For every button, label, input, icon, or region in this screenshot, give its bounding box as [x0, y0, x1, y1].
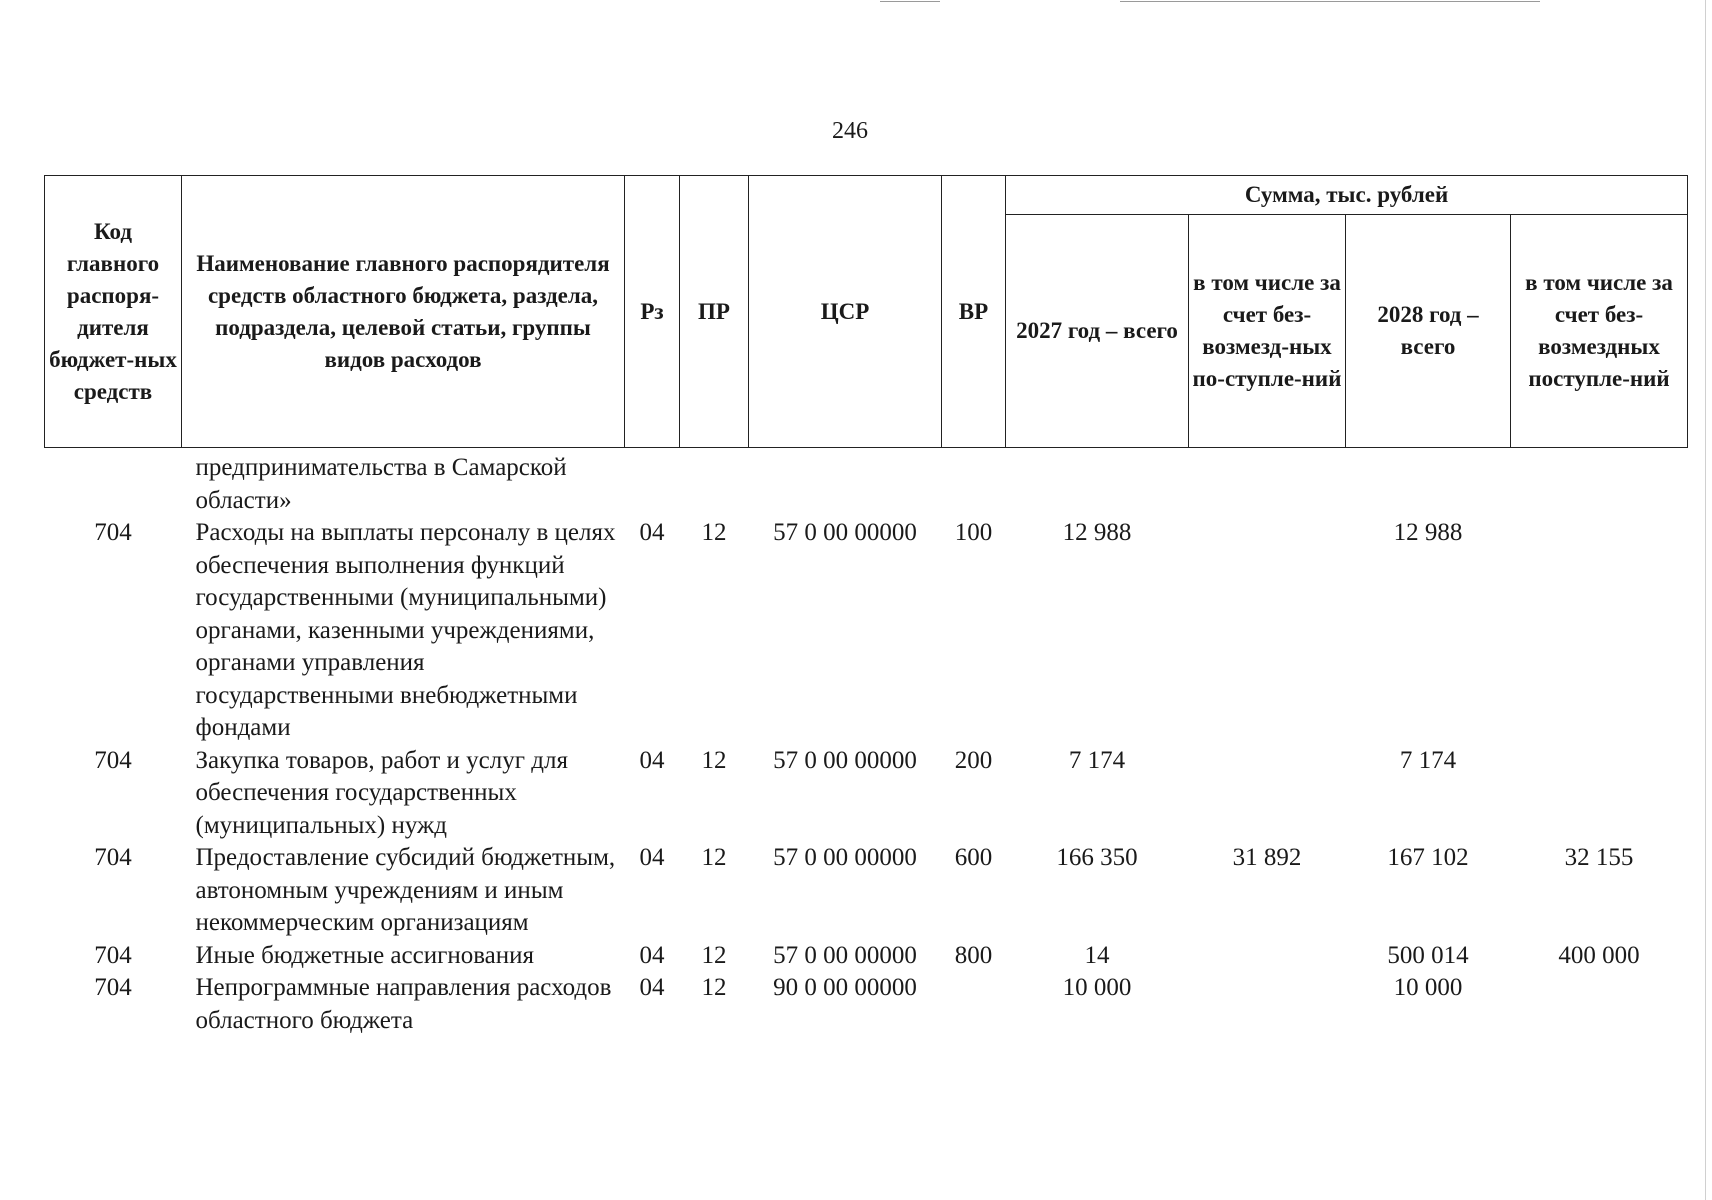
header-2027-total: 2027 год – всего — [1006, 215, 1189, 448]
cell-2028-free — [1511, 517, 1688, 745]
cell-vr: 100 — [954, 519, 993, 546]
cell-pr: 12 — [701, 746, 727, 774]
cell-csr: 57 0 00 00000 — [773, 746, 917, 774]
cell-rz: 04 — [639, 746, 665, 774]
cell-2027-free — [1189, 517, 1346, 745]
cell-2028-total: 10 000 — [1393, 974, 1463, 1001]
header-vr: ВР — [942, 176, 1006, 448]
cell-vr: 800 — [954, 941, 993, 969]
cell-rz: 04 — [639, 941, 665, 969]
cell-name: Иные бюджетные ассигнования — [195, 941, 535, 969]
cell-name: предпринимательства в Самарской области» — [195, 454, 567, 514]
cell-csr — [749, 448, 942, 518]
page-number: 246 — [832, 118, 868, 144]
table-row — [45, 842, 1688, 940]
scan-artifact-line — [1120, 1, 1540, 2]
cell-code: 704 — [94, 519, 132, 546]
cell-code: 704 — [94, 746, 132, 774]
cell-2028-free — [1511, 745, 1688, 843]
header-2028-free: в том числе за счет без-возмездных поступле-ний — [1511, 215, 1688, 448]
cell-2027-free: 31 892 — [1232, 844, 1302, 871]
cell-name: Непрограммные направления расходов областного бюджета — [195, 974, 612, 1034]
cell-2028-total: 167 102 — [1387, 844, 1469, 871]
scan-artifact-line — [880, 1, 940, 2]
cell-2028-free — [1511, 972, 1688, 1037]
cell-vr: 200 — [954, 746, 993, 774]
cell-pr — [680, 448, 749, 518]
table-row — [45, 940, 1688, 973]
table-row — [45, 517, 1688, 745]
cell-csr: 90 0 00 00000 — [773, 974, 917, 1001]
cell-2027-total: 10 000 — [1062, 974, 1132, 1001]
header-2027-free: в том числе за счет без-возмезд-ных по-ступле-ний — [1189, 215, 1346, 448]
cell-rz: 04 — [639, 974, 665, 1001]
cell-csr: 57 0 00 00000 — [773, 941, 917, 969]
table-body — [45, 448, 1688, 1038]
cell-2027-total: 166 350 — [1056, 844, 1138, 871]
header-rz: Рз — [625, 176, 680, 448]
header-name: Наименование главного распорядителя средств областного бюджета, раздела, подраздела, целевой статьи, группы видов расходов — [182, 176, 625, 448]
cell-2027-total: 14 — [1084, 941, 1110, 969]
cell-vr: 600 — [954, 844, 993, 871]
cell-pr: 12 — [701, 974, 727, 1001]
cell-code: 704 — [94, 844, 132, 871]
cell-2027-total: 7 174 — [1068, 746, 1126, 774]
cell-csr: 57 0 00 00000 — [773, 844, 917, 871]
cell-code — [45, 448, 182, 518]
cell-rz — [625, 448, 680, 518]
cell-2028-free: 32 155 — [1564, 844, 1634, 871]
cell-vr — [942, 448, 1006, 518]
cell-name: Закупка товаров, работ и услуг для обеспечения государственных (муниципальных) нужд — [195, 746, 568, 839]
cell-2027-free — [1189, 745, 1346, 843]
table-row — [45, 448, 1688, 518]
scan-artifact-line — [1705, 0, 1706, 1200]
cell-2028-total — [1346, 448, 1511, 518]
cell-2028-free: 400 000 — [1558, 941, 1640, 969]
cell-pr: 12 — [701, 844, 727, 871]
table-row — [45, 745, 1688, 843]
cell-2027-total — [1006, 448, 1189, 518]
table-header — [45, 176, 1688, 448]
cell-2027-free — [1189, 448, 1346, 518]
cell-vr — [942, 972, 1006, 1037]
cell-code: 704 — [94, 941, 132, 969]
cell-rz: 04 — [639, 519, 665, 546]
cell-2028-total: 500 014 — [1387, 941, 1469, 969]
cell-csr: 57 0 00 00000 — [773, 519, 917, 546]
cell-2027-total: 12 988 — [1062, 519, 1132, 546]
cell-2028-total: 12 988 — [1393, 519, 1463, 546]
cell-2027-free — [1189, 940, 1346, 973]
cell-code: 704 — [94, 974, 132, 1001]
cell-rz: 04 — [639, 844, 665, 871]
cell-name: Расходы на выплаты персоналу в целях обеспечения выполнения функций государственными (муниципальными) органами, казенными учреждениями, органами управления государственными внебюджетными фондами — [195, 519, 616, 741]
cell-2027-free — [1189, 972, 1346, 1037]
header-sum-group: Сумма, тыс. рублей — [1006, 176, 1688, 215]
cell-pr: 12 — [701, 941, 727, 969]
header-2028-total: 2028 год – всего — [1346, 215, 1511, 448]
cell-2028-free — [1511, 448, 1688, 518]
header-csr: ЦСР — [749, 176, 942, 448]
cell-pr: 12 — [701, 519, 727, 546]
cell-name: Предоставление субсидий бюджетным, автономным учреждениям и иным некоммерческим организациям — [195, 844, 616, 936]
cell-2028-total: 7 174 — [1399, 746, 1457, 774]
table-row — [45, 972, 1688, 1037]
header-pr: ПР — [680, 176, 749, 448]
header-code: Код главного распоря-дителя бюджет-ных средств — [45, 176, 182, 448]
budget-table — [44, 175, 1688, 1037]
